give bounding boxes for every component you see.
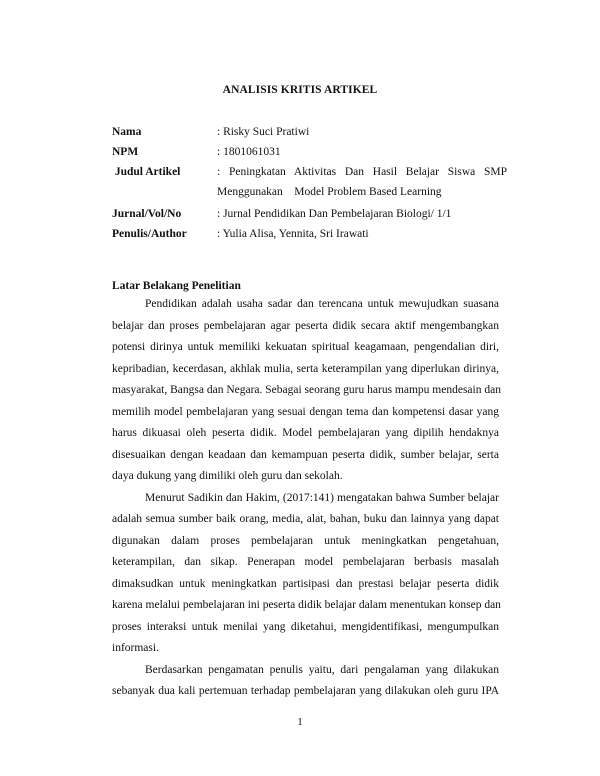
paragraph-line: potensi dirinya untuk memiliki kekuatan spiritual keagamaan, pengendalian diri, — [112, 341, 499, 353]
paragraph-line: Pendidikan adalah usaha sadar dan terencana untuk mewujudkan suasana — [145, 298, 499, 310]
page-number: 1 — [297, 716, 303, 728]
page-title: ANALISIS KRITIS ARTIKEL — [222, 84, 378, 96]
paragraph-line: daya dukung yang dimiliki oleh guru dan sekolah. — [112, 470, 343, 482]
meta-label: Penulis/Author — [112, 228, 187, 240]
paragraph-line: dimaksudkan untuk meningkatkan partisipasi dan prestasi belajar peserta didik — [112, 577, 499, 590]
paragraph-line: proses interaksi untuk menilai yang diketahui, mengidentifikasi, mengumpulkan — [112, 620, 499, 633]
meta-value: : Yulia Alisa, Yennita, Sri Irawati — [217, 228, 369, 240]
meta-value: : Risky Suci Pratiwi — [217, 126, 310, 138]
paragraph-line: keterampilan, dan sikap. Penerapan model pembelajaran berbasis masalah — [112, 556, 499, 568]
paragraph-line: kepribadian, kecerdasan, akhlak mulia, serta keterampilan yang diperlukan dirinya, — [112, 362, 499, 375]
paragraph-line: harus dikuasai oleh peserta didik. Model pembelajaran yang dipilih hendaknya — [112, 427, 499, 439]
meta-value: : 1801061031 — [217, 146, 281, 158]
meta-label: Nama — [112, 126, 142, 138]
meta-value: : Peningkatan Aktivitas Dan Hasil Belajar Siswa SMP — [217, 166, 507, 178]
meta-label: Judul Artikel — [112, 166, 181, 178]
meta-value: : Jurnal Pendidikan Dan Pembelajaran Biologi/ 1/1 — [217, 208, 452, 220]
paragraph-line: Menurut Sadikin dan Hakim, (2017:141) mengatakan bahwa Sumber belajar — [145, 491, 499, 504]
paragraph-line: karena melalui pembelajaran ini peserta didik belajar dalam menentukan konsep dan — [112, 599, 501, 611]
paragraph-line: belajar dan proses pembelajaran agar peserta didik secara aktif mengembangkan — [112, 319, 499, 332]
meta-label: NPM — [112, 146, 139, 158]
meta-value: Menggunakan Model Problem Based Learning — [217, 186, 442, 198]
paragraph-line: digunakan dalam proses pembelajaran untuk meningkatkan pengetahuan, — [112, 534, 499, 547]
paragraph-line: masyarakat, Bangsa dan Negara. Sebagai seorang guru harus mampu mendesain dan — [112, 384, 501, 396]
paragraph-line: memilih model pembelajaran yang sesuai dengan tema dan kompetensi dasar yang — [112, 405, 499, 418]
paragraph-line: Berdasarkan pengamatan penulis yaitu, dari pengalaman yang dilakukan — [145, 663, 499, 676]
paragraph-line: disesuaikan dengan keadaan dan kemampuan peserta didik, sumber belajar, serta — [112, 448, 499, 461]
paragraph-line: informasi. — [112, 642, 159, 654]
section-heading: Latar Belakang Penelitian — [112, 280, 241, 292]
body-text — [112, 294, 499, 703]
meta-label: Jurnal/Vol/No — [112, 208, 182, 220]
paragraph-line: sebanyak dua kali pertemuan terhadap pembelajaran yang dilakukan oleh guru IPA — [112, 685, 499, 697]
paragraph-line: adalah semua sumber baik orang, media, alat, bahan, buku dan lainnya yang dapat — [112, 513, 499, 525]
